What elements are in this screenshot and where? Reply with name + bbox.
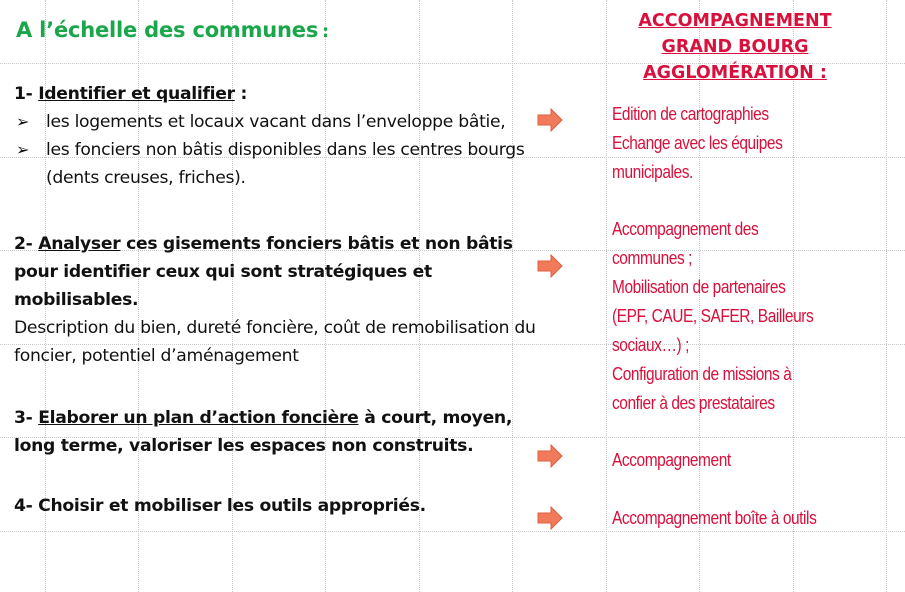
- support-line: Edition de cartographies: [612, 104, 769, 124]
- step-3: [14, 404, 544, 460]
- left-column: [14, 18, 544, 520]
- support-line: Configuration de missions à: [612, 364, 792, 384]
- support-block-1: [612, 100, 861, 187]
- step-1-bullets: [14, 108, 544, 192]
- support-block-4: [612, 504, 861, 533]
- support-line: municipales.: [612, 162, 693, 182]
- grid-line: [606, 0, 607, 592]
- right-header-line: GRAND BOURG: [661, 37, 809, 57]
- support-block-3: [612, 446, 861, 475]
- right-arrow-icon: [537, 506, 563, 530]
- step-1-colon: :: [240, 84, 248, 104]
- list-item: [14, 108, 544, 136]
- step-4: [14, 492, 544, 520]
- support-line: sociaux…) ;: [612, 335, 689, 355]
- step-2-number: 2-: [14, 234, 33, 254]
- title-colon: :: [322, 22, 329, 42]
- step-3-number: 3-: [14, 408, 33, 428]
- step-1-keyword: Identifier et qualifier: [38, 84, 235, 104]
- step-1-number: 1-: [14, 84, 33, 104]
- step-1-heading: [14, 80, 544, 108]
- support-line: Accompagnement boîte à outils: [612, 508, 817, 528]
- step-1: [14, 80, 544, 192]
- list-item: [14, 136, 544, 192]
- bullet-text: les logements et locaux vacant dans l’enveloppe bâtie,: [46, 112, 506, 132]
- right-header-line: AGGLOMÉRATION :: [643, 63, 827, 83]
- support-line: confier à des prestataires: [612, 393, 775, 413]
- right-header-line: ACCOMPAGNEMENT: [638, 11, 832, 31]
- support-line: Mobilisation de partenaires: [612, 277, 786, 297]
- grid-line: [886, 0, 887, 592]
- step-2-description: Description du bien, dureté foncière, coût de remobilisation du foncier, potentiel d’aménagement: [14, 318, 536, 366]
- arrow-bullet-icon: ➢: [16, 112, 30, 131]
- arrow-bullet-icon: ➢: [16, 140, 30, 159]
- page-title: [16, 18, 544, 42]
- step-3-rest: à court, moyen, long terme, valoriser les espaces non construits.: [14, 408, 513, 456]
- support-block-2: [612, 215, 861, 418]
- step-2-keyword: Analyser: [38, 234, 121, 254]
- right-arrow-icon: [537, 108, 563, 132]
- right-arrow-icon: [537, 254, 563, 278]
- support-line: Accompagnement: [612, 450, 731, 470]
- support-line: Echange avec les équipes: [612, 133, 783, 153]
- right-header: [595, 8, 875, 86]
- step-3-keyword: Elaborer un plan d’action foncière: [38, 408, 359, 428]
- step-2-rest: ces gisements fonciers bâtis et non bâtis pour identifier ceux qui sont stratégiques et mobilisables.: [14, 234, 513, 310]
- support-line: Accompagnement des: [612, 219, 759, 239]
- support-line: (EPF, CAUE, SAFER, Bailleurs: [612, 306, 814, 326]
- step-2-heading: [14, 230, 544, 314]
- right-arrow-icon: [537, 444, 563, 468]
- bullet-text: les fonciers non bâtis disponibles dans les centres bourgs (dents creuses, friches).: [46, 140, 525, 188]
- step-2: [14, 230, 544, 370]
- support-line: communes ;: [612, 248, 693, 268]
- title-text: A l’échelle des communes: [16, 18, 319, 42]
- step-4-text: 4- Choisir et mobiliser les outils appropriés.: [14, 496, 426, 516]
